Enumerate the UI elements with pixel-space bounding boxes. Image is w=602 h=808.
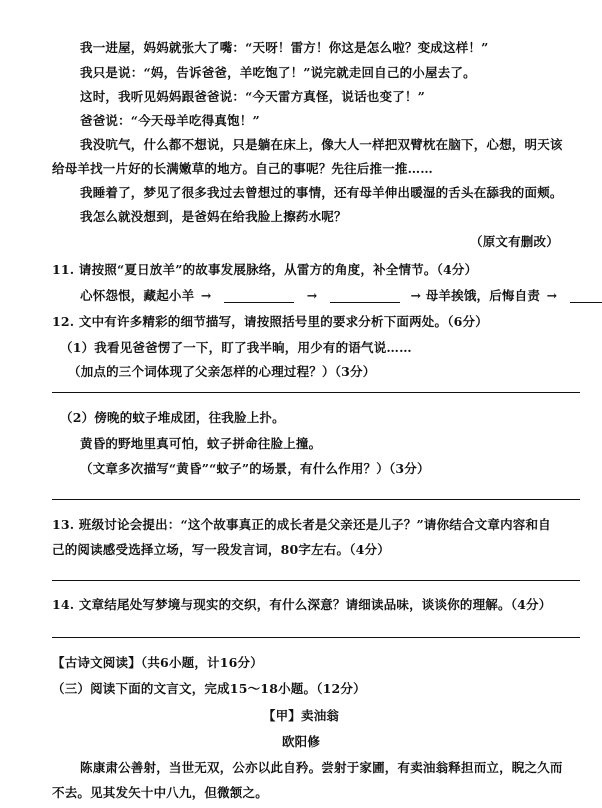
story-paragraph: 这时，我听见妈妈跟爸爸说：“今天雷方真怪，说话也变了！” [80, 89, 425, 104]
q12-sentence-2: （2）傍晚的蚊子堆成团，往我脸上扑。 [60, 410, 285, 425]
passage-text: 陈康肃公善射，当世无双，公亦以此自矜。尝射于家圃，有卖油翁释担而立，睨之久而 [80, 760, 563, 775]
story-paragraph: 我怎么就没想到，是爸妈在给我脸上擦药水呢？ [80, 209, 347, 224]
story-paragraph: 我没吭气，什么都不想说，只是躺在床上，像大人一样把双臂枕在脑下，心想，明天该 [80, 137, 563, 152]
answer-line[interactable] [52, 580, 580, 581]
q12-ask-1: （加点的三个词体现了父亲怎样的心理过程？）（3分） [68, 364, 376, 379]
plot-sequence [80, 288, 602, 304]
answer-line[interactable] [52, 637, 580, 638]
q12-detail-2: 黄昏的野地里真可怕，蚊子拼命往脸上撞。 [80, 436, 322, 451]
story-paragraph: 我一进屋，妈妈就张大了嘴：“天呀！雷方！你这是怎么啦？变成这样！” [80, 40, 489, 55]
question-11: 11. 请按照“夏日放羊”的故事发展脉络，从雷方的角度，补全情节。（4分） [52, 262, 478, 277]
question-13: 13. 班级讨论会提出：“这个故事真正的成长者是父亲还是儿子？”请你结合文章内容和自 [52, 517, 551, 532]
plot-step-4: → 母羊挨饿，后悔自责 [410, 288, 541, 303]
answer-blank[interactable] [570, 290, 602, 303]
arrow-icon: → [546, 288, 558, 303]
section-header: 【古诗文阅读】（共6小题，计16分） [52, 655, 263, 670]
passage-title: 【甲】卖油翁 [262, 708, 340, 723]
story-paragraph: 爸爸说：“今天母羊吃得真饱！” [80, 113, 260, 128]
story-paragraph: 我只是说：“妈，告诉爸爸，羊吃饱了！”说完就走回自己的小屋去了。 [80, 65, 476, 80]
answer-blank[interactable] [330, 290, 400, 303]
answer-line[interactable] [52, 392, 580, 393]
question-13-cont: 己的阅读感受选择立场，写一段发言词，80字左右。（4分） [52, 542, 390, 557]
source-note: （原文有删改） [470, 234, 559, 249]
question-14: 14. 文章结尾处写梦境与现实的交织，有什么深意？请细读品味，谈谈你的理解。（4分） [52, 597, 552, 612]
passage-text: 不去。见其发矢十中八九，但微颔之。 [52, 785, 268, 800]
q12-sentence-1: （1）我看见爸爸愣了一下，盯了我半晌，用少有的语气说…… [60, 340, 412, 355]
story-paragraph: 我睡着了，梦见了很多我过去曾想过的事情，还有母羊伸出暖湿的舌头在舔我的面颊。 [80, 185, 563, 200]
answer-line[interactable] [52, 499, 580, 500]
q12-ask-2: （文章多次描写“黄昏”“蚊子”的场景，有什么作用？）（3分） [80, 461, 430, 476]
story-paragraph: 给母羊找一片好的长满嫩草的地方。自己的事呢？先往后推一推…… [52, 161, 434, 176]
question-12: 12. 文中有许多精彩的细节描写，请按照括号里的要求分析下面两处。（6分） [52, 314, 488, 329]
arrow-icon: → [306, 288, 318, 303]
passage-author: 欧阳修 [281, 734, 321, 749]
section-subheader: （三）阅读下面的文言文，完成15～18小题。（12分） [52, 681, 366, 696]
plot-step-1: 心怀怨恨，藏起小羊 [80, 288, 195, 303]
answer-blank[interactable] [224, 290, 294, 303]
arrow-icon: → [200, 288, 212, 303]
